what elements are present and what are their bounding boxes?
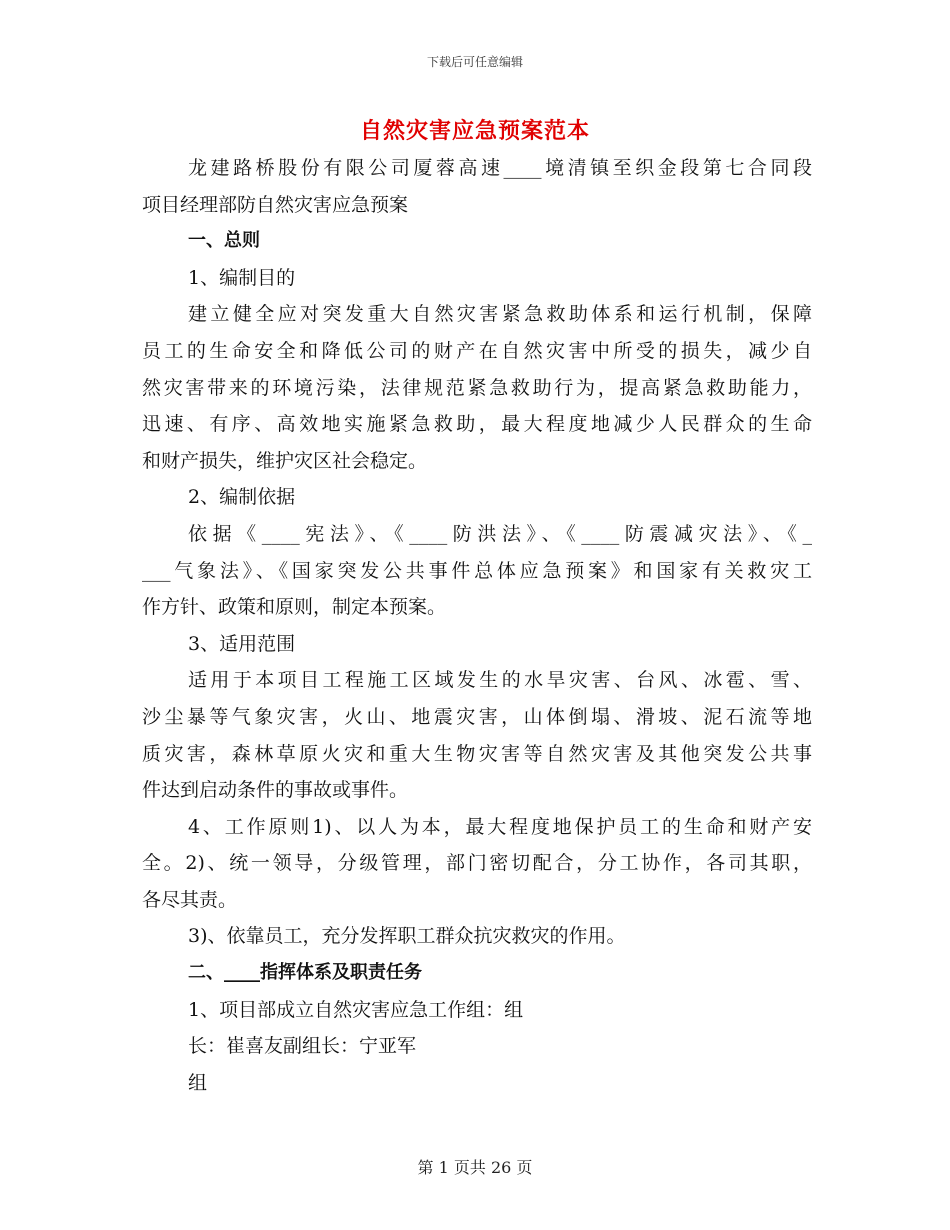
- document-title: 自然灾害应急预案范本: [359, 119, 590, 144]
- paragraph-line: 龙建路桥股份有限公司厦蓉高速____境清镇至织金段第七合同段: [188, 157, 812, 179]
- paragraph-line: 和财产损失，维护灾区社会稳定。: [142, 449, 428, 472]
- paragraph-line: 3)、依靠员工，充分发挥职工群众抗灾救灾的作用。: [188, 925, 626, 948]
- paragraph-line: ___气象法》、《国家突发公共事件总体应急预案》和国家有关救灾工: [142, 559, 812, 582]
- paragraph-line: 组: [188, 1071, 208, 1094]
- paragraph-line: 作方针、政策和原则，制定本预案。: [142, 596, 447, 619]
- paragraph-line: 各尽其责。: [142, 888, 238, 911]
- paragraph-line: 1、项目部成立自然灾害应急工作组：组: [188, 998, 524, 1021]
- paragraph-line: 员工的生命安全和降低公司的财产在自然灾害中所受的损失，减少自: [142, 339, 812, 362]
- section-heading: 二、____指挥体系及职责任务: [188, 962, 422, 984]
- paragraph-line: 项目经理部防自然灾害应急预案: [142, 193, 409, 216]
- subsection-heading: 1、编制目的: [188, 266, 296, 289]
- paragraph-line: 建立健全应对突发重大自然灾害紧急救助体系和运行机制，保障: [188, 303, 812, 326]
- section-heading: 一、总则: [188, 230, 260, 252]
- paragraph-line: 件达到启动条件的事故或事件。: [142, 779, 409, 802]
- paragraph-line: 适用于本项目工程施工区域发生的水旱灾害、台风、冰雹、雪、: [188, 669, 812, 692]
- paragraph-line: 长：崔喜友副组长：宁亚军: [188, 1035, 417, 1058]
- paragraph-line: 迅速、有序、高效地实施紧急救助，最大程度地减少人民群众的生命: [142, 413, 812, 436]
- paragraph-line: 4、工作原则1)、以人为本，最大程度地保护员工的生命和财产安: [188, 815, 812, 838]
- subsection-heading: 2、编制依据: [188, 486, 296, 509]
- paragraph-line: 然灾害带来的环境污染，法律规范紧急救助行为，提高紧急救助能力，: [142, 376, 812, 399]
- subsection-heading: 3、适用范围: [188, 632, 296, 655]
- paragraph-line: 质灾害，森林草原火灾和重大生物灾害等自然灾害及其他突发公共事: [142, 742, 812, 765]
- page-header: 下载后可任意编辑: [426, 55, 523, 69]
- page-footer: 第 1 页共 26 页: [417, 1158, 533, 1177]
- paragraph-line: 依据《____宪法》、《____防洪法》、《____防震减灾法》、《_: [188, 522, 812, 545]
- document-body: [142, 150, 812, 1101]
- paragraph-line: 全。2)、统一领导，分级管理，部门密切配合，分工协作，各司其职，: [142, 852, 812, 875]
- paragraph-line: 沙尘暴等气象灾害，火山、地震灾害，山体倒塌、滑坡、泥石流等地: [142, 705, 812, 728]
